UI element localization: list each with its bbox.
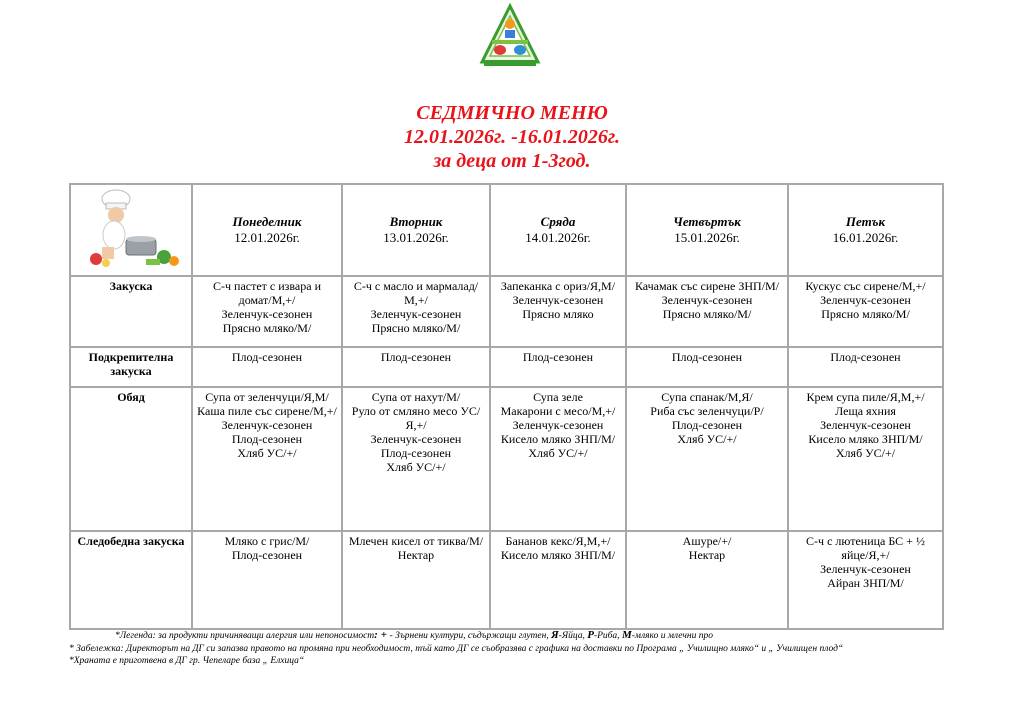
menu-item: Супа от зеленчуци/Я,М/ (205, 390, 329, 404)
meal-row-snack (70, 347, 943, 387)
menu-cell (342, 531, 490, 629)
chef-child-image (76, 189, 186, 269)
menu-cell (342, 387, 490, 531)
day-date: 13.01.2026г. (383, 230, 449, 245)
menu-cell (788, 531, 943, 629)
meal-row-afternoon-snack (70, 531, 943, 629)
menu-item: С-ч пастет с извара и домат/М,+/ (213, 279, 321, 307)
menu-item: Млечен кисел от тиква/М/ (348, 534, 484, 548)
title-line-2: 12.01.2026г. -16.01.2026г. (404, 126, 620, 148)
menu-item: Зеленчук-сезонен (221, 418, 313, 432)
menu-item: Зеленчук-сезонен (221, 307, 313, 321)
menu-cell (342, 347, 490, 387)
header-row (70, 184, 943, 276)
menu-item: Кускус със сирене/М,+/ (805, 279, 926, 293)
meal-label: Обяд (70, 387, 192, 531)
menu-cell (192, 347, 342, 387)
menu-title (0, 101, 1024, 173)
menu-item: Прясно мляко (522, 307, 594, 321)
prepared-note: *Храната е приготвена в ДГ гр. Чепеларе база „ Елхица“ (69, 656, 305, 666)
day-name: Понеделник (232, 214, 302, 229)
footer-notes (69, 629, 969, 668)
menu-item: Зеленчук-сезонен (370, 307, 462, 321)
menu-item: Зеленчук-сезонен (820, 562, 911, 576)
menu-item: Бананов кекс/Я,М,+/ (505, 534, 611, 548)
menu-item: Хляб УС/+/ (528, 446, 588, 460)
menu-cell (788, 276, 943, 347)
legend-ya: Я (551, 629, 559, 641)
meal-row-lunch (70, 387, 943, 531)
menu-item: Плод-сезонен (671, 418, 743, 432)
menu-cell (490, 387, 626, 531)
menu-item: Прясно мляко/М/ (662, 307, 752, 321)
day-header-thursday (626, 184, 788, 276)
meal-label: Закуска (70, 276, 192, 347)
menu-cell (490, 347, 626, 387)
menu-item: Зеленчук-сезонен (370, 432, 462, 446)
menu-cell (788, 347, 943, 387)
day-date: 12.01.2026г. (234, 230, 300, 245)
menu-cell (626, 347, 788, 387)
menu-item: Руло от смляно месо УС/Я,+/ (351, 404, 481, 432)
day-name: Вторник (389, 214, 443, 229)
menu-item: Прясно мляко/М/ (371, 321, 461, 335)
menu-item: Плод-сезонен (671, 350, 743, 364)
day-name: Четвъртък (673, 214, 741, 229)
day-date: 15.01.2026г. (674, 230, 740, 245)
allergen-legend (69, 629, 969, 643)
menu-item: Крем супа пиле/Я,М,+/ (806, 390, 925, 404)
day-date: 14.01.2026г. (525, 230, 591, 245)
menu-item: Кисело мляко ЗНП/М/ (808, 432, 923, 446)
menu-cell (626, 276, 788, 347)
day-header-wednesday (490, 184, 626, 276)
menu-item: Кисело мляко ЗНП/М/ (500, 548, 616, 562)
menu-item: Хляб УС/+/ (237, 446, 297, 460)
legend-m-text: -мляко и млечни про (631, 631, 713, 641)
menu-item: Запеканка с ориз/Я,М/ (500, 279, 616, 293)
meal-label: Следобедна закуска (70, 531, 192, 629)
menu-item: Зеленчук-сезонен (820, 293, 911, 307)
menu-cell (192, 276, 342, 347)
legend-prefix: *Легенда: за продукти причиняващи алергия или непоносимост (115, 631, 375, 641)
day-name: Сряда (540, 214, 576, 229)
menu-item: Кисело мляко ЗНП/М/ (500, 432, 616, 446)
menu-item: Плод-сезонен (522, 350, 594, 364)
menu-item: Риба със зеленчуци/Р/ (650, 404, 764, 418)
kindergarten-logo (474, 2, 546, 70)
title-line-3: за деца от 1-3год. (433, 150, 591, 172)
legend-plus: : + (374, 629, 390, 641)
menu-item: Хляб УС/+/ (835, 446, 896, 460)
menu-item: Макарони с месо/М,+/ (500, 404, 616, 418)
weekly-menu-table (69, 183, 944, 630)
legend-plus-text: - Зърнени култури, съдържащи глутен, (389, 631, 549, 641)
menu-item: Супа от нахут/М/ (371, 390, 461, 404)
menu-item: Айран ЗНП/М/ (827, 576, 904, 590)
menu-cell (342, 276, 490, 347)
menu-item: Прясно мляко/М/ (222, 321, 312, 335)
menu-item: Нектар (688, 548, 726, 562)
menu-item: Зеленчук-сезонен (820, 418, 911, 432)
day-date: 16.01.2026г. (832, 230, 899, 245)
menu-item: Зеленчук-сезонен (512, 418, 604, 432)
menu-cell (490, 531, 626, 629)
legend-r-text: -Риба, (593, 631, 620, 641)
menu-item: Хляб УС/+/ (677, 432, 737, 446)
menu-item: Супа спанак/М,Я/ (661, 390, 753, 404)
menu-cell (192, 531, 342, 629)
day-name: Петък (845, 214, 886, 229)
menu-item: Супа зеле (533, 390, 583, 404)
menu-cell (490, 276, 626, 347)
menu-item: Плод-сезонен (231, 350, 303, 364)
menu-item: Зеленчук-сезонен (512, 293, 604, 307)
menu-item: Мляко с грис/М/ (224, 534, 310, 548)
menu-item: Леща яхния (835, 404, 896, 418)
legend-m: М (621, 629, 632, 641)
menu-item: Каша пиле със сирене/М,+/ (197, 404, 337, 418)
menu-item: С-ч с лютеница БС + ½ яйце/Я,+/ (806, 534, 925, 562)
chef-image-cell (70, 184, 192, 276)
day-header-tuesday (342, 184, 490, 276)
menu-item: Качамак със сирене ЗНП/М/ (634, 279, 780, 293)
day-header-monday (192, 184, 342, 276)
meal-row-breakfast (70, 276, 943, 347)
menu-item: Ашуре/+/ (682, 534, 732, 548)
menu-item: Плод-сезонен (380, 446, 452, 460)
menu-item: Плод-сезонен (231, 432, 303, 446)
menu-item: С-ч с масло и мармалад/М,+/ (353, 279, 479, 307)
menu-item: Прясно мляко/М/ (821, 307, 910, 321)
menu-cell (192, 387, 342, 531)
directors-note: * Забележка: Директорът на ДГ си запазва правото на промяна при необходимост, тъй като ДГ се съобразява с графика на доставки по Програма „ Училищно мляко“ и „ Училищен плод“ (69, 643, 844, 654)
menu-item: Нектар (397, 548, 435, 562)
menu-item: Хляб УС/+/ (386, 460, 446, 474)
menu-cell (626, 387, 788, 531)
legend-ya-text: -Яйца, (558, 631, 585, 641)
menu-item: Плод-сезонен (380, 350, 452, 364)
menu-item: Зеленчук-сезонен (661, 293, 753, 307)
menu-cell (626, 531, 788, 629)
legend-r: Р (587, 629, 594, 641)
menu-cell (788, 387, 943, 531)
meal-label: Подкрепителна закуска (70, 347, 192, 387)
menu-item: Плод-сезонен (830, 350, 901, 364)
menu-item: Плод-сезонен (231, 548, 303, 562)
title-line-1: СЕДМИЧНО МЕНЮ (416, 102, 608, 124)
day-header-friday (788, 184, 943, 276)
